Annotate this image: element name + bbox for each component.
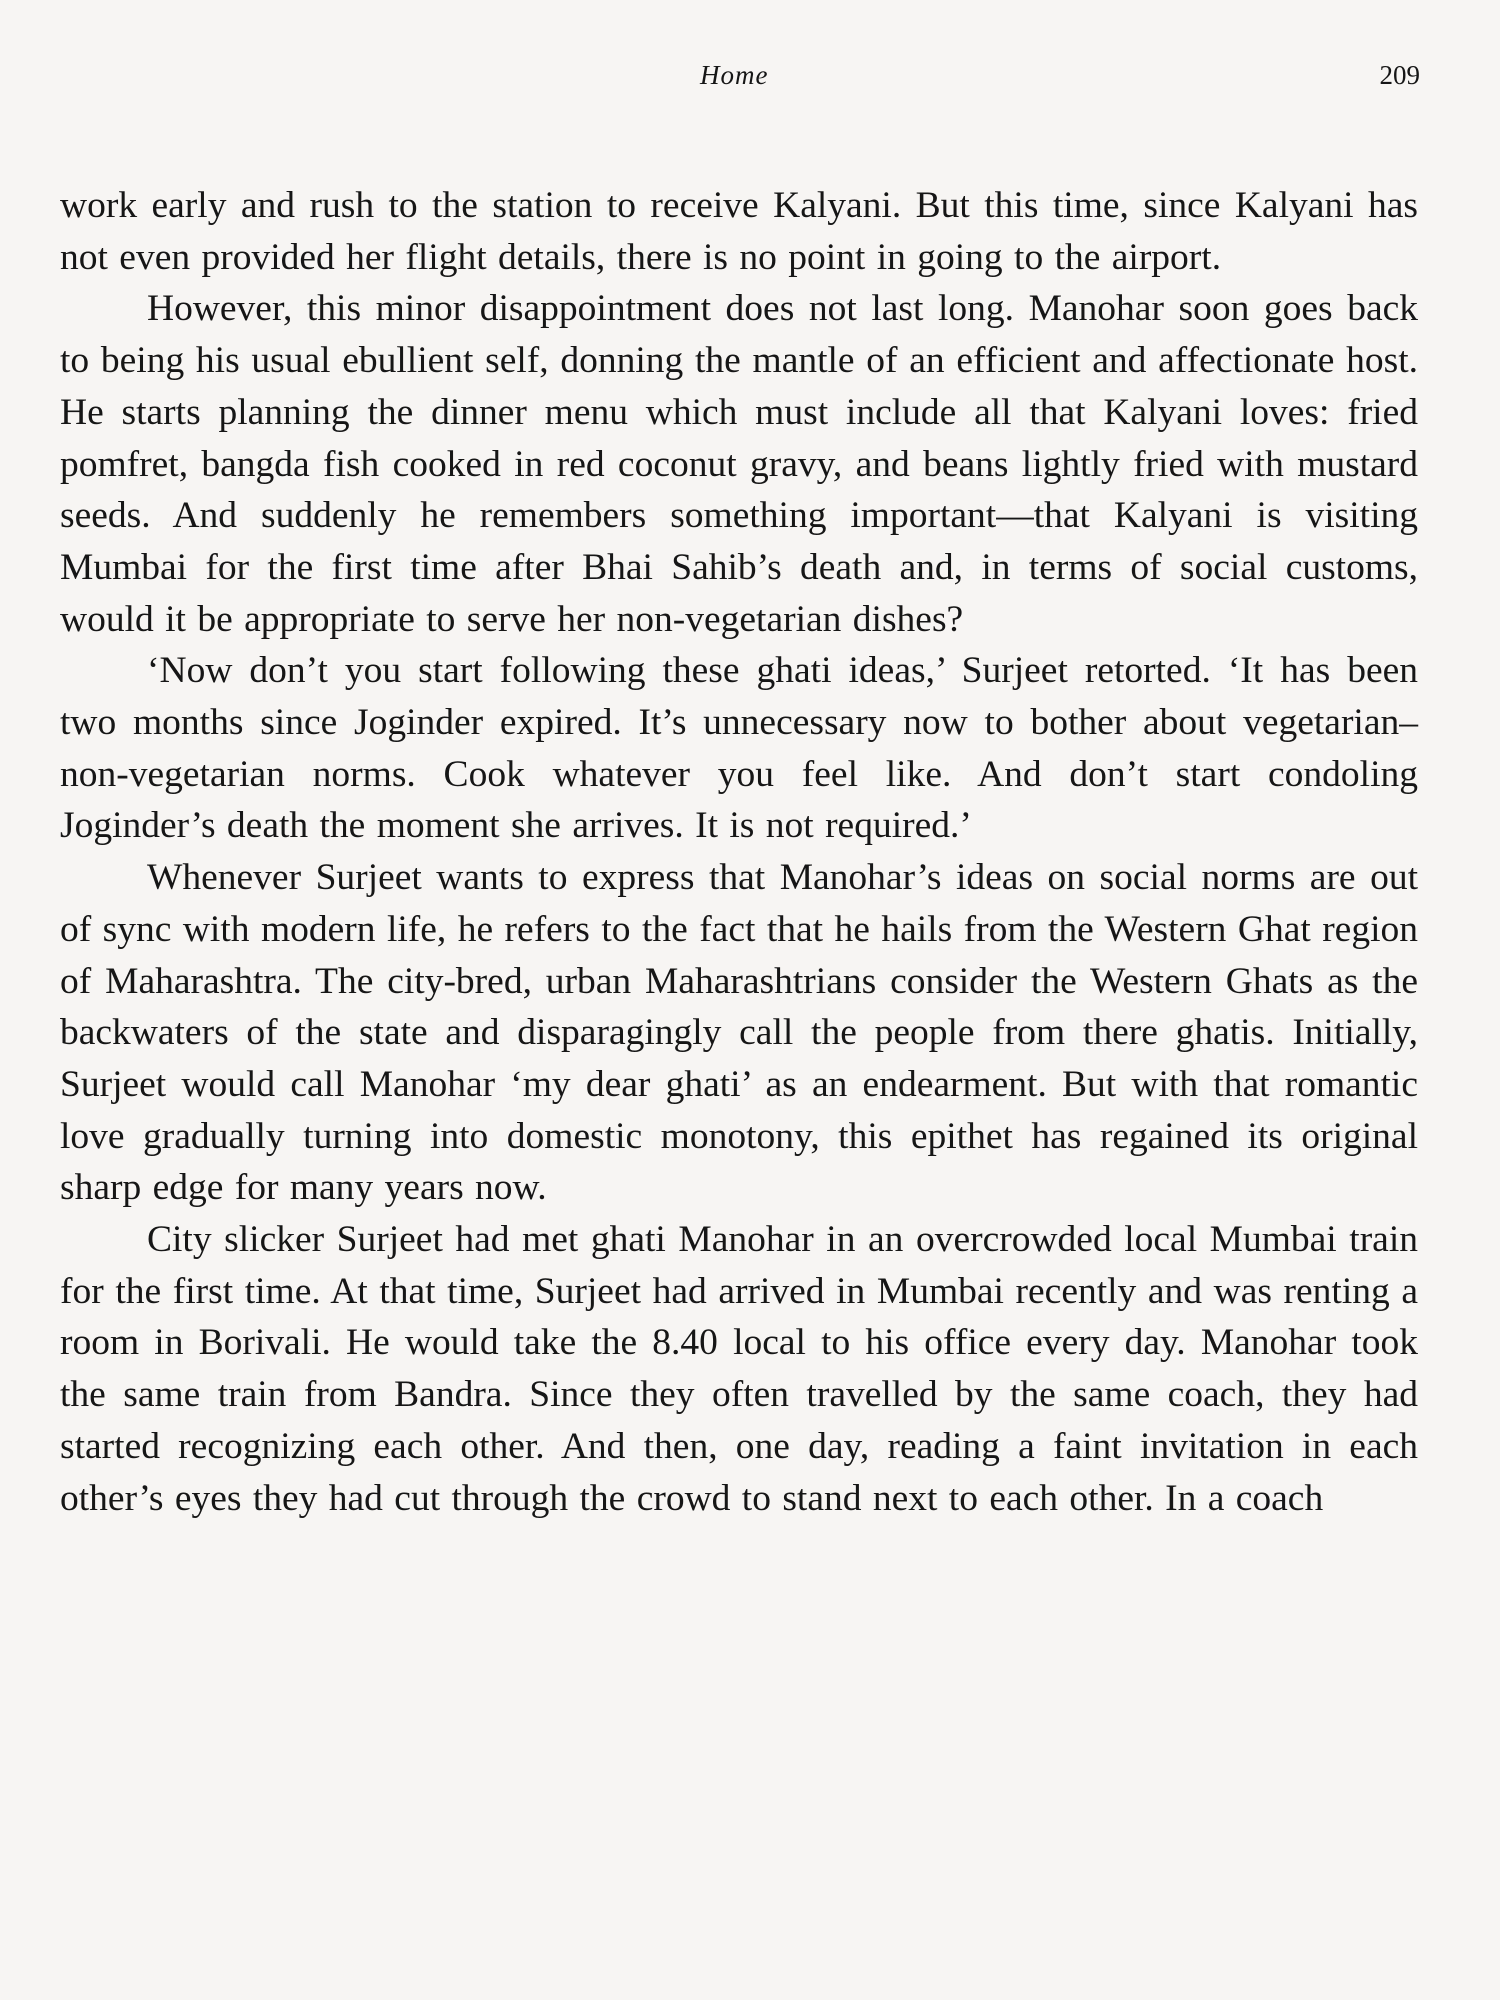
paragraph-5: City slicker Surjeet had met ghati Manohar in an overcrowded local Mumbai train for the first time. At that time, Surjeet had arrived in Mumbai recently and was renting a room in Borivali. He would take the 8.40 local to his office every day. Manohar took the same train from Bandra. Since they often travelled by the same coach, they had started recognizing each other. And then, one day, reading a faint invitation in each other’s eyes they had cut through the crowd to stand next to each other. In a coach [60, 1219, 1418, 1519]
page-number: 209 [1379, 60, 1420, 90]
paragraph-1: work early and rush to the station to receive Kalyani. But this time, since Kalyani has not even provided her flight details, there is no point in going to the airport. [60, 185, 1418, 278]
paragraph-2: However, this minor disappointment does not last long. Manohar soon goes back to being his usual ebullient self, donning the mantle of an efficient and affectionate host. He starts planning the dinner menu which must include all that Kalyani loves: fried pomfret, bangda fish cooked in red coconut gravy, and beans lightly fried with mustard seeds. And suddenly he remembers something important—that Kalyani is visiting Mumbai for the first time after Bhai Sahib’s death and, in terms of social customs, would it be appropriate to serve her non-vegetarian dishes? [60, 288, 1418, 640]
page-header [0, 60, 1500, 100]
running-title: Home [700, 60, 769, 90]
paragraph-4: Whenever Surjeet wants to express that Manohar’s ideas on social norms are out of sync with modern life, he refers to the fact that he hails from the Western Ghat region of Maharashtra. The city-bred, urban Maharashtrians consider the Western Ghats as the backwaters of the state and disparagingly call the people from there ghatis. Initially, Surjeet would call Manohar ‘my dear ghati’ as an endearment. But with that romantic love gradually turning into domestic monotony, this epithet has regained its original sharp edge for many years now. [60, 857, 1418, 1209]
paragraph-3: ‘Now don’t you start following these ghati ideas,’ Surjeet retorted. ‘It has been two months since Joginder expired. It’s unnecessary now to bother about vegetarian–non-vegetarian norms. Cook whatever you feel like. And don’t start condoling Joginder’s death the moment she arrives. It is not required.’ [60, 650, 1418, 847]
body-text [60, 180, 1418, 1524]
